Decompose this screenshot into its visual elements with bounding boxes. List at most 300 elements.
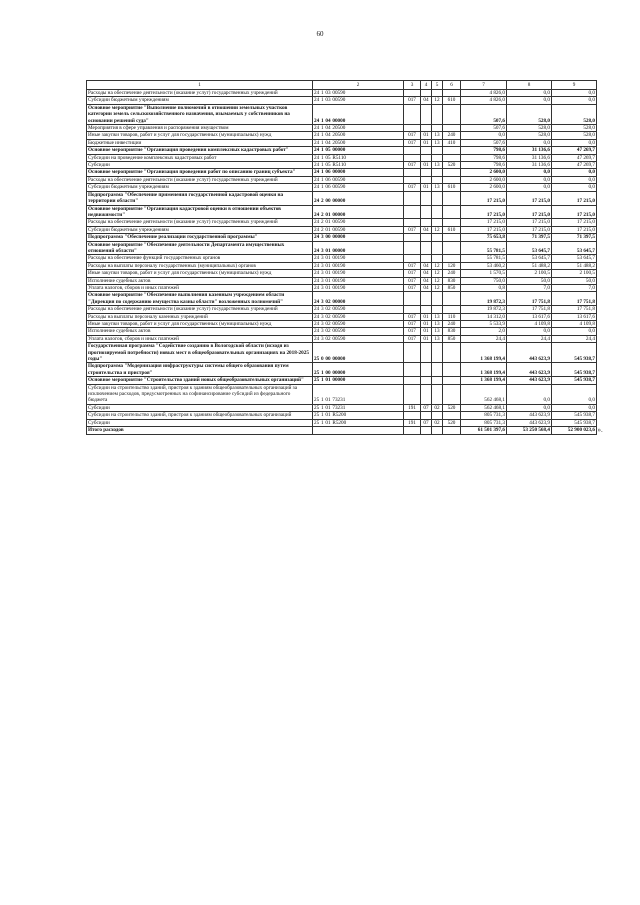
expense-type-code-cell: 520 <box>443 404 461 411</box>
department-code-cell: 017 <box>404 262 421 269</box>
amount-year-2-cell: 31 136,6 <box>507 154 552 161</box>
subsection-code-cell: 02 <box>432 404 443 411</box>
classification-code-cell: 24 1 06 00590 <box>313 176 404 183</box>
expense-type-code-cell: 520 <box>443 419 461 426</box>
expense-type-code-cell <box>443 377 461 384</box>
expense-type-code-cell: 610 <box>443 97 461 104</box>
amount-year-2-cell: 0,0 <box>507 139 552 146</box>
table-row <box>87 90 597 97</box>
table-row <box>87 404 597 411</box>
expense-type-code-cell: 240 <box>443 132 461 139</box>
amount-year-2-cell: 0,0 <box>507 169 552 176</box>
amount-year-1-cell: 507,6 <box>461 139 507 146</box>
department-code-cell: 017 <box>404 321 421 328</box>
amount-year-3-cell: 0,0 <box>552 176 597 183</box>
amount-year-3-cell: 17 215,0 <box>552 205 597 219</box>
row-name-cell: Иные закупки товаров, работ и услуг для государственных (муниципальных) нужд <box>87 270 313 277</box>
amount-year-1-cell: 17 215,0 <box>461 226 507 233</box>
row-name-cell: Расходы на обеспечение функций государственных органов <box>87 255 313 262</box>
amount-year-3-cell: 17 751,8 <box>552 306 597 313</box>
amount-year-2-cell: 528,0 <box>507 132 552 139</box>
classification-code-cell: 24 2 01 00590 <box>313 226 404 233</box>
section-code-cell <box>421 377 432 384</box>
amount-year-3-cell: 528,0 <box>552 132 597 139</box>
subsection-code-cell <box>432 363 443 377</box>
department-code-cell: 191 <box>404 404 421 411</box>
amount-year-3-cell: 545 938,7 <box>552 412 597 419</box>
amount-year-3-cell: 0,0 <box>552 384 597 404</box>
row-name-cell: Исполнение судебных актов <box>87 328 313 335</box>
row-name-cell: Субсидии на строительство зданий, пристроя к зданиям общеобразовательных организаций <box>87 412 313 419</box>
column-number-header: 8 <box>507 81 552 90</box>
amount-year-2-cell: 0,0 <box>507 328 552 335</box>
section-code-cell: 01 <box>421 313 432 320</box>
amount-year-2-cell: 443 623,9 <box>507 343 552 363</box>
classification-code-cell: 24 2 00 00000 <box>313 191 404 205</box>
amount-year-2-cell: 71 397,5 <box>507 234 552 241</box>
section-code-cell: 04 <box>421 226 432 233</box>
subsection-code-cell: 02 <box>432 419 443 426</box>
amount-year-1-cell: 5 533,9 <box>461 321 507 328</box>
section-code-cell: 04 <box>421 284 432 291</box>
subsection-code-cell <box>432 241 443 255</box>
amount-year-3-cell: 17 215,0 <box>552 219 597 226</box>
expense-type-code-cell <box>443 363 461 377</box>
subsection-code-cell: 12 <box>432 284 443 291</box>
section-code-cell: 04 <box>421 262 432 269</box>
expense-type-code-cell <box>443 427 461 434</box>
classification-code-cell: 24 1 04 00000 <box>313 104 404 124</box>
department-code-cell <box>404 255 421 262</box>
column-number-header: 7 <box>461 81 507 90</box>
subsection-code-cell: 13 <box>432 321 443 328</box>
expense-type-code-cell <box>443 412 461 419</box>
expense-type-code-cell <box>443 147 461 154</box>
classification-code-cell: 24 2 01 00000 <box>313 205 404 219</box>
amount-year-1-cell: 4 826,0 <box>461 90 507 97</box>
row-name-cell: Расходы на обеспечение деятельности (оказание услуг) государственных учреждений <box>87 306 313 313</box>
amount-year-3-cell: 17 751,8 <box>552 292 597 306</box>
table-row <box>87 234 597 241</box>
amount-year-3-cell: 528,0 <box>552 104 597 124</box>
table-row <box>87 377 597 384</box>
classification-code-cell: 24 1 05 R5110 <box>313 162 404 169</box>
row-name-cell: Основное мероприятие "Организация проведения работ по описанию границ субъекта" <box>87 169 313 176</box>
amount-year-2-cell: 50,0 <box>507 277 552 284</box>
expense-type-code-cell <box>443 169 461 176</box>
table-row <box>87 328 597 335</box>
amount-year-3-cell: 545 938,7 <box>552 363 597 377</box>
department-code-cell <box>404 363 421 377</box>
row-name-cell: Субсидии <box>87 419 313 426</box>
amount-year-1-cell: 798,6 <box>461 147 507 154</box>
amount-year-3-cell: 24,4 <box>552 335 597 342</box>
department-code-cell <box>404 219 421 226</box>
subsection-code-cell <box>432 292 443 306</box>
amount-year-2-cell: 528,0 <box>507 125 552 132</box>
department-code-cell <box>404 234 421 241</box>
amount-year-3-cell: 545 938,7 <box>552 343 597 363</box>
classification-code-cell: 24 3 02 00590 <box>313 313 404 320</box>
department-code-cell <box>404 176 421 183</box>
expense-type-code-cell <box>443 154 461 161</box>
expense-type-code-cell <box>443 255 461 262</box>
amount-year-3-cell: 0,0 <box>552 139 597 146</box>
amount-year-1-cell: 798,6 <box>461 162 507 169</box>
row-name-cell: Подпрограмма "Обеспечение применения государственной кадастровой оценки на территории области" <box>87 191 313 205</box>
section-code-cell <box>421 363 432 377</box>
row-name-cell: Расходы на выплаты персоналу государственных (муниципальных) органов <box>87 262 313 269</box>
amount-year-2-cell: 443 623,9 <box>507 377 552 384</box>
expense-type-code-cell: 120 <box>443 262 461 269</box>
amount-year-1-cell: 19 872,3 <box>461 306 507 313</box>
row-name-cell: Расходы на выплаты персоналу казенных учреждений <box>87 313 313 320</box>
page-number: 60 <box>316 30 324 38</box>
subsection-code-cell <box>432 306 443 313</box>
table-row <box>87 412 597 419</box>
amount-year-3-cell: 17 215,0 <box>552 226 597 233</box>
amount-year-2-cell: 53 645,7 <box>507 241 552 255</box>
expense-type-code-cell <box>443 104 461 124</box>
department-code-cell <box>404 147 421 154</box>
table-row <box>87 427 597 434</box>
row-name-cell: Субсидии бюджетным учреждениям <box>87 184 313 191</box>
section-code-cell <box>421 241 432 255</box>
row-name-cell: Основное мероприятие "Выполнение полномочий в отношении земельных участков категории земель сельскохозяйственного назначения, изымаемых у собственников на основании решений суда" <box>87 104 313 124</box>
subsection-code-cell: 12 <box>432 262 443 269</box>
section-code-cell <box>421 306 432 313</box>
classification-code-cell: 24 3 02 00590 <box>313 335 404 342</box>
table-row <box>87 292 597 306</box>
table-row <box>87 169 597 176</box>
amount-year-2-cell: 17 215,0 <box>507 219 552 226</box>
amount-year-1-cell: 2 600,0 <box>461 169 507 176</box>
department-code-cell: 017 <box>404 184 421 191</box>
table-row <box>87 363 597 377</box>
amount-year-2-cell: 17 751,8 <box>507 292 552 306</box>
expense-type-code-cell <box>443 205 461 219</box>
amount-year-1-cell: 750,0 <box>461 277 507 284</box>
row-name-cell: Субсидии <box>87 162 313 169</box>
department-code-cell: 017 <box>404 97 421 104</box>
table-row <box>87 284 597 291</box>
subsection-code-cell: 13 <box>432 313 443 320</box>
expense-type-code-cell: 830 <box>443 328 461 335</box>
amount-year-2-cell: 17 215,0 <box>507 226 552 233</box>
subsection-code-cell: 12 <box>432 277 443 284</box>
expense-type-code-cell <box>443 234 461 241</box>
table-row <box>87 277 597 284</box>
subsection-code-cell <box>432 427 443 434</box>
department-code-cell <box>404 104 421 124</box>
amount-year-3-cell: 0,0 <box>552 90 597 97</box>
amount-year-3-cell: 0,0 <box>552 97 597 104</box>
table-row <box>87 147 597 154</box>
subsection-code-cell: 13 <box>432 328 443 335</box>
amount-year-2-cell: 13 617,6 <box>507 313 552 320</box>
amount-year-3-cell: 53 645,7 <box>552 241 597 255</box>
amount-year-1-cell: 1 368 199,4 <box>461 363 507 377</box>
classification-code-cell: 24 3 02 00590 <box>313 321 404 328</box>
amount-year-1-cell: 805 731,3 <box>461 419 507 426</box>
classification-code-cell: 24 2 01 00590 <box>313 219 404 226</box>
section-code-cell: 01 <box>421 162 432 169</box>
amount-year-3-cell: 51 488,2 <box>552 262 597 269</box>
amount-year-2-cell: 0,0 <box>507 176 552 183</box>
closing-quote-mark: ». <box>597 425 603 434</box>
expense-type-code-cell <box>443 191 461 205</box>
section-code-cell <box>421 191 432 205</box>
department-code-cell: 017 <box>404 284 421 291</box>
amount-year-2-cell: 17 215,0 <box>507 191 552 205</box>
subsection-code-cell <box>432 191 443 205</box>
row-name-cell: Бюджетные инвестиции <box>87 139 313 146</box>
subsection-code-cell <box>432 154 443 161</box>
department-code-cell <box>404 154 421 161</box>
section-code-cell: 01 <box>421 132 432 139</box>
department-code-cell: 017 <box>404 226 421 233</box>
section-code-cell: 04 <box>421 270 432 277</box>
amount-year-3-cell: 47 269,7 <box>552 147 597 154</box>
classification-code-cell: 24 3 01 00190 <box>313 262 404 269</box>
amount-year-2-cell: 51 488,2 <box>507 262 552 269</box>
amount-year-1-cell: 4 826,0 <box>461 97 507 104</box>
subsection-code-cell <box>432 384 443 404</box>
amount-year-3-cell: 0,0 <box>552 169 597 176</box>
section-code-cell: 01 <box>421 328 432 335</box>
row-name-cell: Итого расходов <box>87 427 313 434</box>
budget-table-container <box>86 80 596 435</box>
row-name-cell: Субсидии на проведение комплексных кадастровых работ <box>87 154 313 161</box>
amount-year-2-cell: 528,0 <box>507 104 552 124</box>
amount-year-1-cell: 17 215,0 <box>461 191 507 205</box>
row-name-cell: Основное мероприятие "Организация кадастровой оценки в отношении объектов недвижимости" <box>87 205 313 219</box>
table-row <box>87 139 597 146</box>
row-name-cell: Субсидии <box>87 404 313 411</box>
table-row <box>87 205 597 219</box>
department-code-cell <box>404 412 421 419</box>
subsection-code-cell: 12 <box>432 97 443 104</box>
amount-year-3-cell: 47 269,7 <box>552 154 597 161</box>
classification-code-cell: 24 1 05 R5110 <box>313 154 404 161</box>
subsection-code-cell <box>432 255 443 262</box>
section-code-cell <box>421 412 432 419</box>
section-code-cell <box>421 205 432 219</box>
amount-year-3-cell: 528,0 <box>552 125 597 132</box>
amount-year-3-cell: 545 938,7 <box>552 377 597 384</box>
department-code-cell: 017 <box>404 277 421 284</box>
table-row <box>87 270 597 277</box>
table-body <box>87 90 597 435</box>
amount-year-2-cell: 0,0 <box>507 97 552 104</box>
budget-expenditure-table <box>86 80 597 435</box>
department-code-cell <box>404 306 421 313</box>
column-number-header: 3 <box>404 81 421 90</box>
amount-year-1-cell: 14 312,0 <box>461 313 507 320</box>
amount-year-1-cell: 17 215,0 <box>461 205 507 219</box>
table-row <box>87 321 597 328</box>
department-code-cell <box>404 90 421 97</box>
table-row <box>87 154 597 161</box>
amount-year-3-cell: 0,0 <box>552 184 597 191</box>
classification-code-cell: 24 1 06 00000 <box>313 169 404 176</box>
amount-year-3-cell: 47 269,7 <box>552 162 597 169</box>
amount-year-2-cell: 24,4 <box>507 335 552 342</box>
department-code-cell: 017 <box>404 162 421 169</box>
department-code-cell: 017 <box>404 328 421 335</box>
classification-code-cell: 24 1 04 20500 <box>313 125 404 132</box>
amount-year-1-cell: 507,6 <box>461 125 507 132</box>
column-number-header: 5 <box>432 81 443 90</box>
table-row <box>87 125 597 132</box>
department-code-cell <box>404 125 421 132</box>
expense-type-code-cell <box>443 343 461 363</box>
subsection-code-cell <box>432 234 443 241</box>
subsection-code-cell <box>432 176 443 183</box>
section-code-cell: 01 <box>421 335 432 342</box>
subsection-code-cell <box>432 169 443 176</box>
row-name-cell: Основное мероприятие "Обеспечение деятельности Департамента имущественных отношений области" <box>87 241 313 255</box>
amount-year-1-cell: 2,0 <box>461 328 507 335</box>
amount-year-1-cell: 17 215,0 <box>461 219 507 226</box>
amount-year-1-cell: 75 653,8 <box>461 234 507 241</box>
department-code-cell: 017 <box>404 132 421 139</box>
row-name-cell: Расходы на обеспечение деятельности (оказание услуг) государственных учреждений <box>87 219 313 226</box>
row-name-cell: Иные закупки товаров, работ и услуг для государственных (муниципальных) нужд <box>87 321 313 328</box>
section-code-cell <box>421 384 432 404</box>
subsection-code-cell: 13 <box>432 132 443 139</box>
classification-code-cell: 24 3 00 00000 <box>313 234 404 241</box>
classification-code-cell: 24 3 02 00590 <box>313 328 404 335</box>
section-code-cell <box>421 219 432 226</box>
amount-year-3-cell: 71 397,5 <box>552 234 597 241</box>
amount-year-1-cell: 1 570,5 <box>461 270 507 277</box>
amount-year-2-cell: 0,0 <box>507 184 552 191</box>
expense-type-code-cell <box>443 125 461 132</box>
amount-year-3-cell: 50,0 <box>552 277 597 284</box>
department-code-cell <box>404 241 421 255</box>
classification-code-cell: 25 1 00 00000 <box>313 363 404 377</box>
classification-code-cell: 25 1 01 R5200 <box>313 412 404 419</box>
classification-code-cell <box>313 427 404 434</box>
classification-code-cell: 25 0 00 00000 <box>313 343 404 363</box>
expense-type-code-cell <box>443 306 461 313</box>
row-name-cell: Уплата налогов, сборов и иных платежей <box>87 284 313 291</box>
section-code-cell: 04 <box>421 97 432 104</box>
table-row <box>87 176 597 183</box>
amount-year-1-cell: 55 781,5 <box>461 241 507 255</box>
subsection-code-cell <box>432 219 443 226</box>
amount-year-1-cell: 0,0 <box>461 132 507 139</box>
expense-type-code-cell <box>443 292 461 306</box>
column-number-header: 6 <box>443 81 461 90</box>
table-row <box>87 343 597 363</box>
row-name-cell: Мероприятия в сфере управления и распоряжения имуществом <box>87 125 313 132</box>
subsection-code-cell <box>432 147 443 154</box>
table-row <box>87 335 597 342</box>
department-code-cell <box>404 427 421 434</box>
table-row <box>87 219 597 226</box>
table-row <box>87 97 597 104</box>
classification-code-cell: 24 3 01 00000 <box>313 241 404 255</box>
subsection-code-cell: 13 <box>432 184 443 191</box>
department-code-cell <box>404 191 421 205</box>
section-code-cell <box>421 255 432 262</box>
table-row <box>87 132 597 139</box>
amount-year-2-cell: 7,0 <box>507 284 552 291</box>
subsection-code-cell <box>432 90 443 97</box>
amount-year-1-cell: 53 460,2 <box>461 262 507 269</box>
subsection-code-cell: 13 <box>432 162 443 169</box>
column-number-header: 1 <box>87 81 313 90</box>
section-code-cell <box>421 125 432 132</box>
subsection-code-cell <box>432 205 443 219</box>
row-name-cell: Основное мероприятие "Строительство зданий новых общеобразовательных организаций" <box>87 377 313 384</box>
table-row <box>87 226 597 233</box>
section-code-cell <box>421 154 432 161</box>
section-code-cell <box>421 176 432 183</box>
amount-year-2-cell: 31 136,6 <box>507 162 552 169</box>
subsection-code-cell: 13 <box>432 139 443 146</box>
column-number-header-row <box>87 81 597 90</box>
amount-year-2-cell: 31 136,6 <box>507 147 552 154</box>
row-name-cell: Основное мероприятие "Организация проведения комплексных кадастровых работ" <box>87 147 313 154</box>
table-row <box>87 306 597 313</box>
amount-year-3-cell: 4 109,8 <box>552 321 597 328</box>
classification-code-cell: 24 3 01 00190 <box>313 270 404 277</box>
section-code-cell: 04 <box>421 277 432 284</box>
row-name-cell: Подпрограмма "Обеспечение реализации государственной программы" <box>87 234 313 241</box>
department-code-cell: 017 <box>404 313 421 320</box>
subsection-code-cell: 12 <box>432 270 443 277</box>
subsection-code-cell <box>432 343 443 363</box>
amount-year-2-cell: 17 751,8 <box>507 306 552 313</box>
table-row <box>87 262 597 269</box>
amount-year-3-cell: 53 645,7 <box>552 255 597 262</box>
amount-year-2-cell: 443 623,9 <box>507 419 552 426</box>
amount-year-2-cell: 2 100,5 <box>507 270 552 277</box>
amount-year-3-cell: 0,0 <box>552 328 597 335</box>
amount-year-1-cell: 805 731,3 <box>461 412 507 419</box>
table-row <box>87 191 597 205</box>
amount-year-3-cell: 2 100,5 <box>552 270 597 277</box>
classification-code-cell: 25 1 01 00000 <box>313 377 404 384</box>
amount-year-3-cell: 0,0 <box>552 404 597 411</box>
classification-code-cell: 24 3 02 00000 <box>313 292 404 306</box>
table-row <box>87 419 597 426</box>
amount-year-2-cell: 0,0 <box>507 404 552 411</box>
classification-code-cell: 24 1 03 00590 <box>313 97 404 104</box>
amount-year-3-cell: 13 617,6 <box>552 313 597 320</box>
row-name-cell: Иные закупки товаров, работ и услуг для государственных (муниципальных) нужд <box>87 132 313 139</box>
row-name-cell: Подпрограмма "Модернизация инфраструктуры системы общего образования путем строительства и пристроя" <box>87 363 313 377</box>
section-code-cell <box>421 343 432 363</box>
amount-year-3-cell: 52 900 023,6 <box>552 427 597 434</box>
column-number-header: 2 <box>313 81 404 90</box>
row-name-cell: Расходы на обеспечение деятельности (оказание услуг) государственных учреждений <box>87 176 313 183</box>
classification-code-cell: 24 1 04 20500 <box>313 139 404 146</box>
table-row <box>87 241 597 255</box>
row-name-cell: Исполнение судебных актов <box>87 277 313 284</box>
row-name-cell: Субсидии на строительство зданий, пристроя к зданиям общеобразовательных организаций за исключением расходов, предусмотренных на софинансирование субсидий из федерального бюджета <box>87 384 313 404</box>
expense-type-code-cell <box>443 219 461 226</box>
classification-code-cell: 24 1 04 20500 <box>313 132 404 139</box>
amount-year-1-cell: 61 501 397,6 <box>461 427 507 434</box>
classification-code-cell: 25 1 01 R5200 <box>313 419 404 426</box>
section-code-cell: 07 <box>421 419 432 426</box>
table-row <box>87 313 597 320</box>
section-code-cell <box>421 90 432 97</box>
